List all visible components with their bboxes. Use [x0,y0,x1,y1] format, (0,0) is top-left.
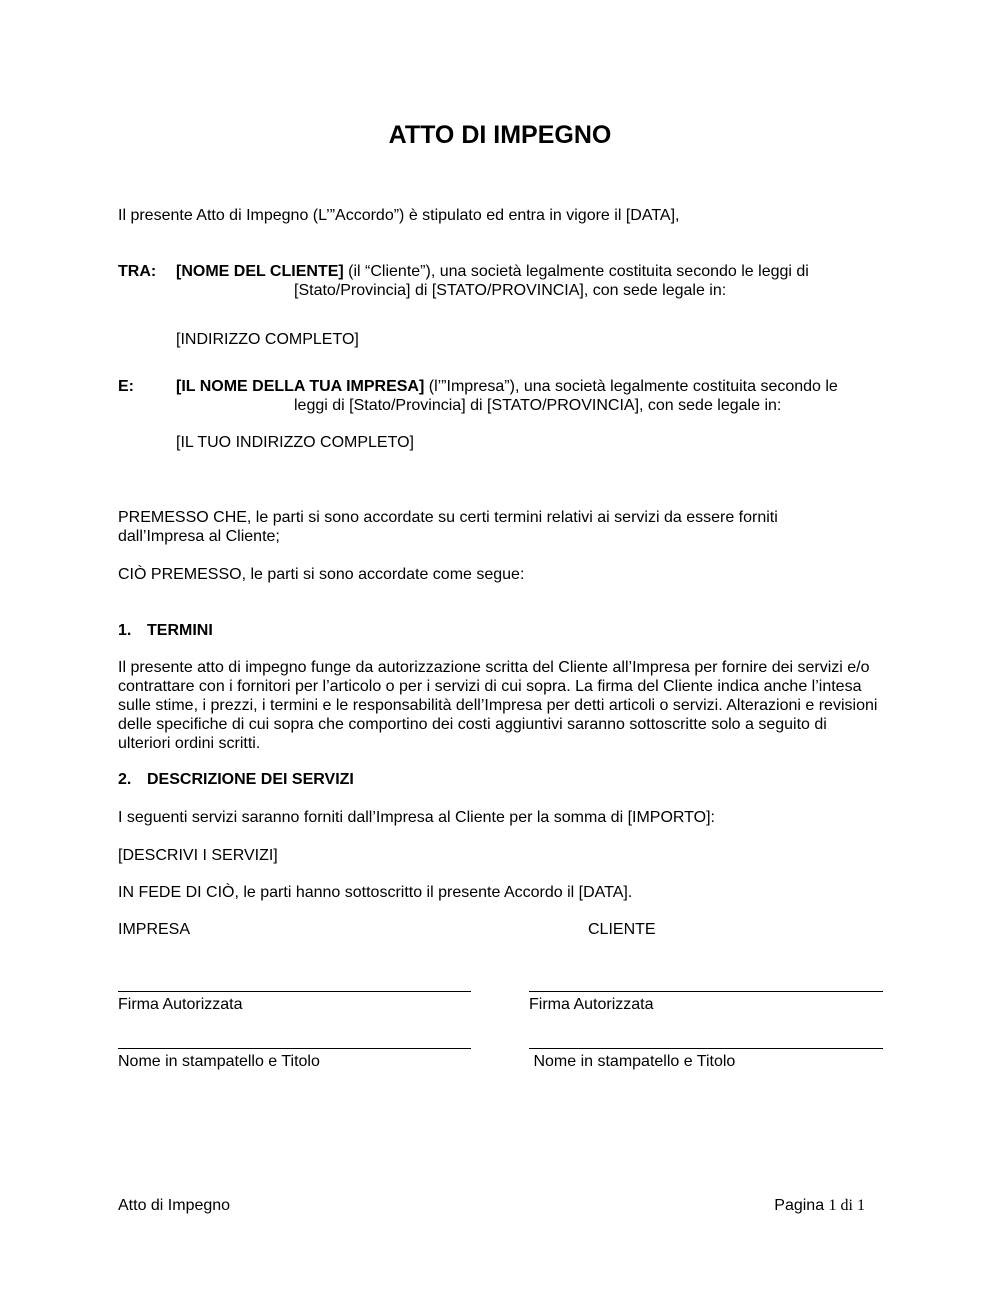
party-tra-desc: (il “Cliente”), una società legalmente costituita secondo le leggi di [343,263,809,280]
signature-line-cliente [529,991,883,992]
intro-paragraph: Il presente Atto di Impegno (L’”Accordo”) è stipulato ed entra in vigore il [DATA], [118,207,680,224]
name-line-impresa [118,1048,471,1049]
in-fede-paragraph: IN FEDE DI CIÒ, le parti hanno sottoscritto il presente Accordo il [DATA]. [118,884,633,901]
section-2-body: I seguenti servizi saranno forniti dall’Impresa al Cliente per la somma di [IMPORTO]: [118,809,715,826]
footer-document-name: Atto di Impegno [118,1197,231,1214]
section-2-heading: DESCRIZIONE DEI SERVIZI [147,771,354,788]
cio-premesso-paragraph: CIÒ PREMESSO, le parti si sono accordate come segue: [118,566,525,583]
party-label-e: E: [118,378,134,395]
name-line-cliente [529,1048,883,1049]
party-e-desc: (l’”Impresa”), una società legalmente costituita secondo le [424,378,838,395]
document-title: ATTO DI IMPEGNO [388,121,612,149]
footer-page-count: 1 di 1 [828,1197,865,1214]
signature-line-impresa [118,991,471,992]
premesso-paragraph: PREMESSO CHE, le parti si sono accordate su certi termini relativi ai servizi da essere forniti dall’Impresa al Cliente; [118,509,778,545]
company-name-placeholder: [IL NOME DELLA TUA IMPRESA] [176,378,425,395]
signature-label-impresa: Firma Autorizzata [118,996,243,1013]
signature-party-cliente: CLIENTE [588,921,656,938]
party-e-line1 [176,377,896,396]
describe-services-placeholder: [DESCRIVI I SERVIZI] [118,847,278,864]
party-e-address: [IL TUO INDIRIZZO COMPLETO] [176,434,414,451]
section-1-number: 1. [118,622,132,639]
signature-party-impresa: IMPRESA [118,921,191,938]
section-1-body: Il presente atto di impegno funge da autorizzazione scritta del Cliente all’Impresa per fornire dei servizi e/o contrattare con i fornitori per l’articolo o per i servizi di cui sopra. La firma del Cliente indica anche l’intesa sulle stime, i prezzi, i termini e le responsabilità dell’Impresa per detti articoli o servizi. Alterazioni e revisioni delle specifiche di cui sopra che comportino dei costi aggiuntivi saranno sottoscritte solo a seguito di ulteriori ordini scritti. [118,659,878,752]
party-tra-line1 [176,262,876,281]
name-title-label-cliente: Nome in stampatello e Titolo [529,1053,736,1070]
party-tra-line2: [Stato/Provincia] di [STATO/PROVINCIA], con sede legale in: [294,282,727,299]
party-e-line2: leggi di [Stato/Provincia] di [STATO/PROVINCIA], con sede legale in: [294,397,782,414]
party-tra-address: [INDIRIZZO COMPLETO] [176,331,359,348]
signature-label-cliente: Firma Autorizzata [529,996,654,1013]
footer-page-word: Pagina [774,1197,829,1214]
section-2-number: 2. [118,771,132,788]
footer-page-number [774,1196,865,1215]
section-1-heading: TERMINI [147,622,213,639]
party-label-tra: TRA: [118,263,157,280]
client-name-placeholder: [NOME DEL CLIENTE] [176,263,344,280]
name-title-label-impresa: Nome in stampatello e Titolo [118,1053,320,1070]
